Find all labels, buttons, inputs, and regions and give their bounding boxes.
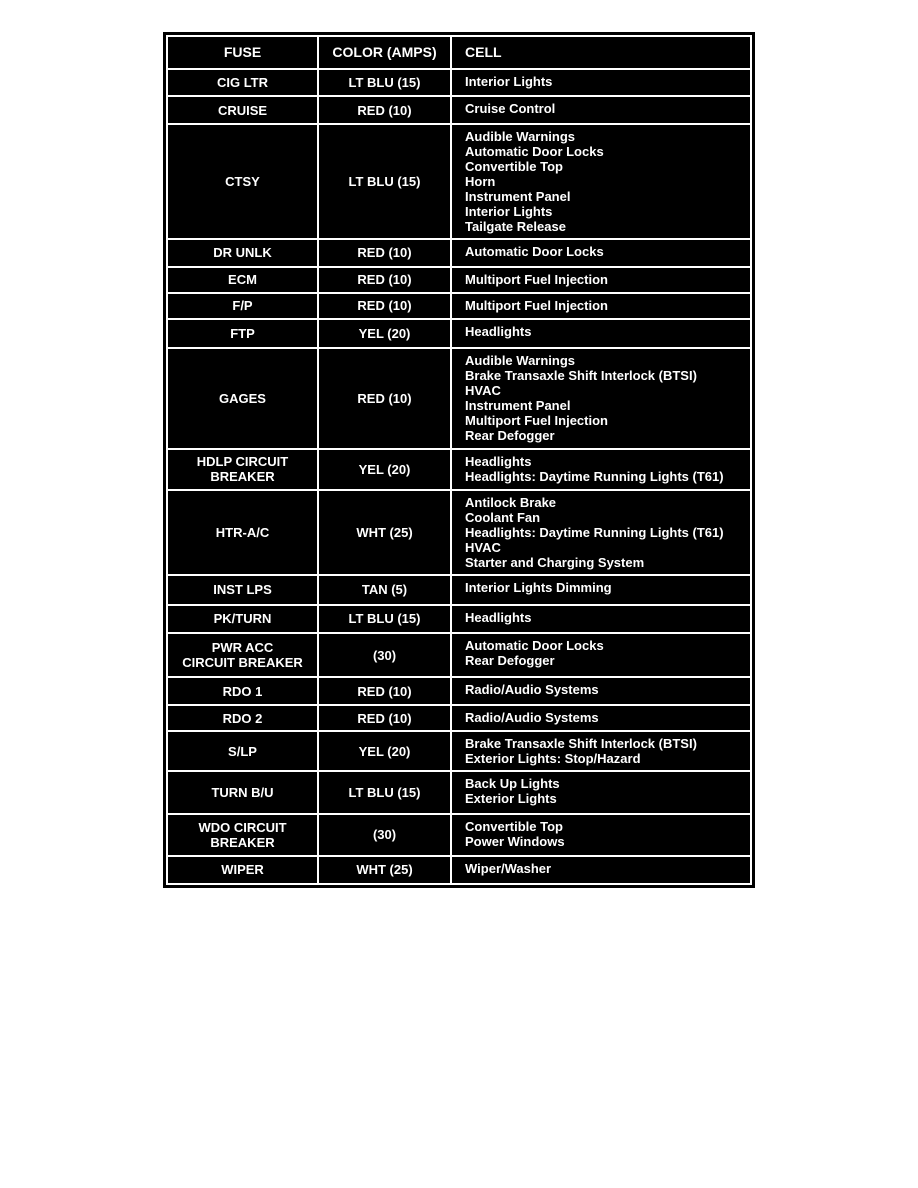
fuse-name (167, 239, 318, 267)
fuse-name-line: WDO CIRCUIT (198, 819, 287, 835)
fuse-cell-list (451, 293, 751, 319)
table-row (167, 731, 751, 771)
fuse-name-line: PWR ACC (211, 640, 274, 656)
fuse-color-amps: YEL (20) (318, 319, 451, 348)
circuit-item: Back Up Lights (465, 776, 560, 792)
fuse-cell-list (451, 771, 751, 813)
circuit-item: Headlights (465, 454, 532, 470)
circuit-item: Headlights: Daytime Running Lights (T61) (465, 469, 724, 485)
fuse-name-line: WIPER (221, 862, 264, 878)
fuse-color-amps: YEL (20) (318, 449, 451, 489)
circuit-item: Multiport Fuel Injection (465, 271, 608, 287)
fuse-table (166, 35, 752, 885)
fuse-name-line: RDO 1 (222, 683, 263, 699)
circuit-item: Exterior Lights (465, 791, 557, 807)
circuit-item: Convertible Top (465, 159, 563, 175)
fuse-cell-list (451, 69, 751, 96)
circuit-item: Multiport Fuel Injection (465, 413, 608, 429)
fuse-name-line: CIG LTR (216, 75, 269, 91)
fuse-color-amps: LT BLU (15) (318, 124, 451, 238)
table-row (167, 96, 751, 124)
circuit-item: Antilock Brake (465, 494, 557, 510)
fuse-name (167, 348, 318, 449)
table-row (167, 124, 751, 238)
fuse-color-amps: RED (10) (318, 267, 451, 293)
fuse-name (167, 490, 318, 575)
table-row (167, 856, 751, 884)
fuse-name-line: PK/TURN (213, 611, 272, 627)
circuit-item: Automatic Door Locks (465, 243, 604, 259)
fuse-name-line: FTP (230, 325, 255, 341)
fuse-name (167, 814, 318, 856)
fuse-cell-list (451, 319, 751, 348)
fuse-cell-list (451, 124, 751, 238)
circuit-item: Headlights (465, 609, 532, 625)
fuse-cell-list (451, 605, 751, 633)
circuit-item: Convertible Top (465, 818, 563, 834)
circuit-item: Radio/Audio Systems (465, 710, 599, 726)
fuse-cell-list (451, 449, 751, 489)
circuit-item: Multiport Fuel Injection (465, 297, 608, 313)
fuse-name-line: CTSY (225, 173, 260, 189)
fuse-color-amps: TAN (5) (318, 575, 451, 605)
fuse-cell-list (451, 267, 751, 293)
fuse-color-amps: RED (10) (318, 705, 451, 731)
fuse-name (167, 449, 318, 489)
fuse-color-amps: YEL (20) (318, 731, 451, 771)
fuse-name-line: ECM (228, 272, 257, 288)
fuse-name-line: GAGES (219, 391, 266, 407)
fuse-cell-list (451, 490, 751, 575)
fuse-color-amps: RED (10) (318, 239, 451, 267)
fuse-name-line: INST LPS (213, 582, 272, 598)
fuse-color-amps: RED (10) (318, 677, 451, 705)
circuit-item: Coolant Fan (465, 509, 541, 525)
fuse-color-amps: RED (10) (318, 293, 451, 319)
fuse-color-amps: RED (10) (318, 96, 451, 124)
circuit-item: Audible Warnings (465, 129, 576, 145)
fuse-color-amps: WHT (25) (318, 856, 451, 884)
fuse-cell-list (451, 348, 751, 449)
circuit-item: Headlights (465, 323, 532, 339)
fuse-name-line: S/LP (228, 743, 257, 759)
fuse-cell-list (451, 633, 751, 677)
fuse-cell-list (451, 705, 751, 731)
cell-column-header: CELL (451, 36, 751, 69)
circuit-item: Interior Lights (465, 204, 553, 220)
table-row (167, 69, 751, 96)
circuit-item: Instrument Panel (465, 189, 571, 205)
fuse-color-amps: (30) (318, 814, 451, 856)
circuit-item: Cruise Control (465, 101, 556, 117)
fuse-name-line: CIRCUIT BREAKER (182, 655, 303, 671)
fuse-column-header: FUSE (167, 36, 318, 69)
circuit-item: Rear Defogger (465, 428, 555, 444)
fuse-name (167, 69, 318, 96)
fuse-color-amps: LT BLU (15) (318, 605, 451, 633)
circuit-item: Audible Warnings (465, 353, 576, 369)
fuse-name-line: F/P (232, 298, 253, 314)
fuse-name (167, 124, 318, 238)
fuse-name (167, 677, 318, 705)
fuse-name-line: TURN B/U (211, 785, 274, 801)
fuse-cell-list (451, 677, 751, 705)
circuit-item: Rear Defogger (465, 653, 555, 668)
fuse-name (167, 633, 318, 677)
fuse-color-amps: LT BLU (15) (318, 69, 451, 96)
color-amps-column-header: COLOR (AMPS) (318, 36, 451, 69)
fuse-chart (163, 32, 755, 888)
table-row (167, 705, 751, 731)
fuse-name-line: HDLP CIRCUIT (196, 454, 289, 470)
fuse-cell-list (451, 856, 751, 884)
fuse-name (167, 605, 318, 633)
table-row (167, 239, 751, 267)
table-row (167, 814, 751, 856)
fuse-color-amps: WHT (25) (318, 490, 451, 575)
circuit-item: Radio/Audio Systems (465, 682, 599, 698)
circuit-item: HVAC (465, 539, 501, 555)
table-row (167, 633, 751, 677)
circuit-item: Exterior Lights: Stop/Hazard (465, 751, 641, 767)
table-row (167, 771, 751, 813)
fuse-name-line: RDO 2 (222, 710, 263, 726)
fuse-name-line: BREAKER (210, 834, 275, 850)
table-row (167, 490, 751, 575)
table-header-row (167, 36, 751, 69)
fuse-name (167, 856, 318, 884)
fuse-cell-list (451, 731, 751, 771)
circuit-item: Interior Lights (465, 74, 553, 90)
fuse-name (167, 771, 318, 813)
fuse-name-line: DR UNLK (213, 245, 272, 261)
circuit-item: Headlights: Daytime Running Lights (T61) (465, 524, 724, 540)
table-row (167, 677, 751, 705)
fuse-color-amps: LT BLU (15) (318, 771, 451, 813)
fuse-cell-list (451, 814, 751, 856)
circuit-item: Horn (465, 174, 496, 190)
table-row (167, 267, 751, 293)
fuse-name (167, 319, 318, 348)
fuse-name (167, 705, 318, 731)
circuit-item: HVAC (465, 383, 501, 399)
table-row (167, 605, 751, 633)
table-row (167, 293, 751, 319)
table-row (167, 348, 751, 449)
fuse-color-amps: RED (10) (318, 348, 451, 449)
circuit-item: Brake Transaxle Shift Interlock (BTSI) (465, 736, 697, 752)
table-row (167, 319, 751, 348)
fuse-name (167, 575, 318, 605)
circuit-item: Instrument Panel (465, 398, 571, 414)
circuit-item: Tailgate Release (465, 219, 566, 235)
fuse-cell-list (451, 239, 751, 267)
fuse-name (167, 96, 318, 124)
fuse-name (167, 731, 318, 771)
fuse-name-line: HTR-A/C (215, 524, 270, 540)
fuse-cell-list (451, 575, 751, 605)
fuse-table-body (167, 36, 751, 884)
circuit-item: Brake Transaxle Shift Interlock (BTSI) (465, 368, 697, 384)
fuse-name (167, 267, 318, 293)
table-row (167, 449, 751, 489)
circuit-item: Interior Lights Dimming (465, 579, 612, 595)
circuit-item: Starter and Charging System (465, 554, 645, 570)
fuse-name-line: CRUISE (217, 102, 268, 118)
circuit-item: Power Windows (465, 833, 565, 849)
fuse-name (167, 293, 318, 319)
circuit-item: Wiper/Washer (465, 860, 552, 876)
fuse-name-line: BREAKER (210, 469, 275, 485)
table-row (167, 575, 751, 605)
fuse-color-amps: (30) (318, 633, 451, 677)
circuit-item: Automatic Door Locks (465, 638, 604, 653)
fuse-cell-list (451, 96, 751, 124)
circuit-item: Automatic Door Locks (465, 144, 604, 160)
